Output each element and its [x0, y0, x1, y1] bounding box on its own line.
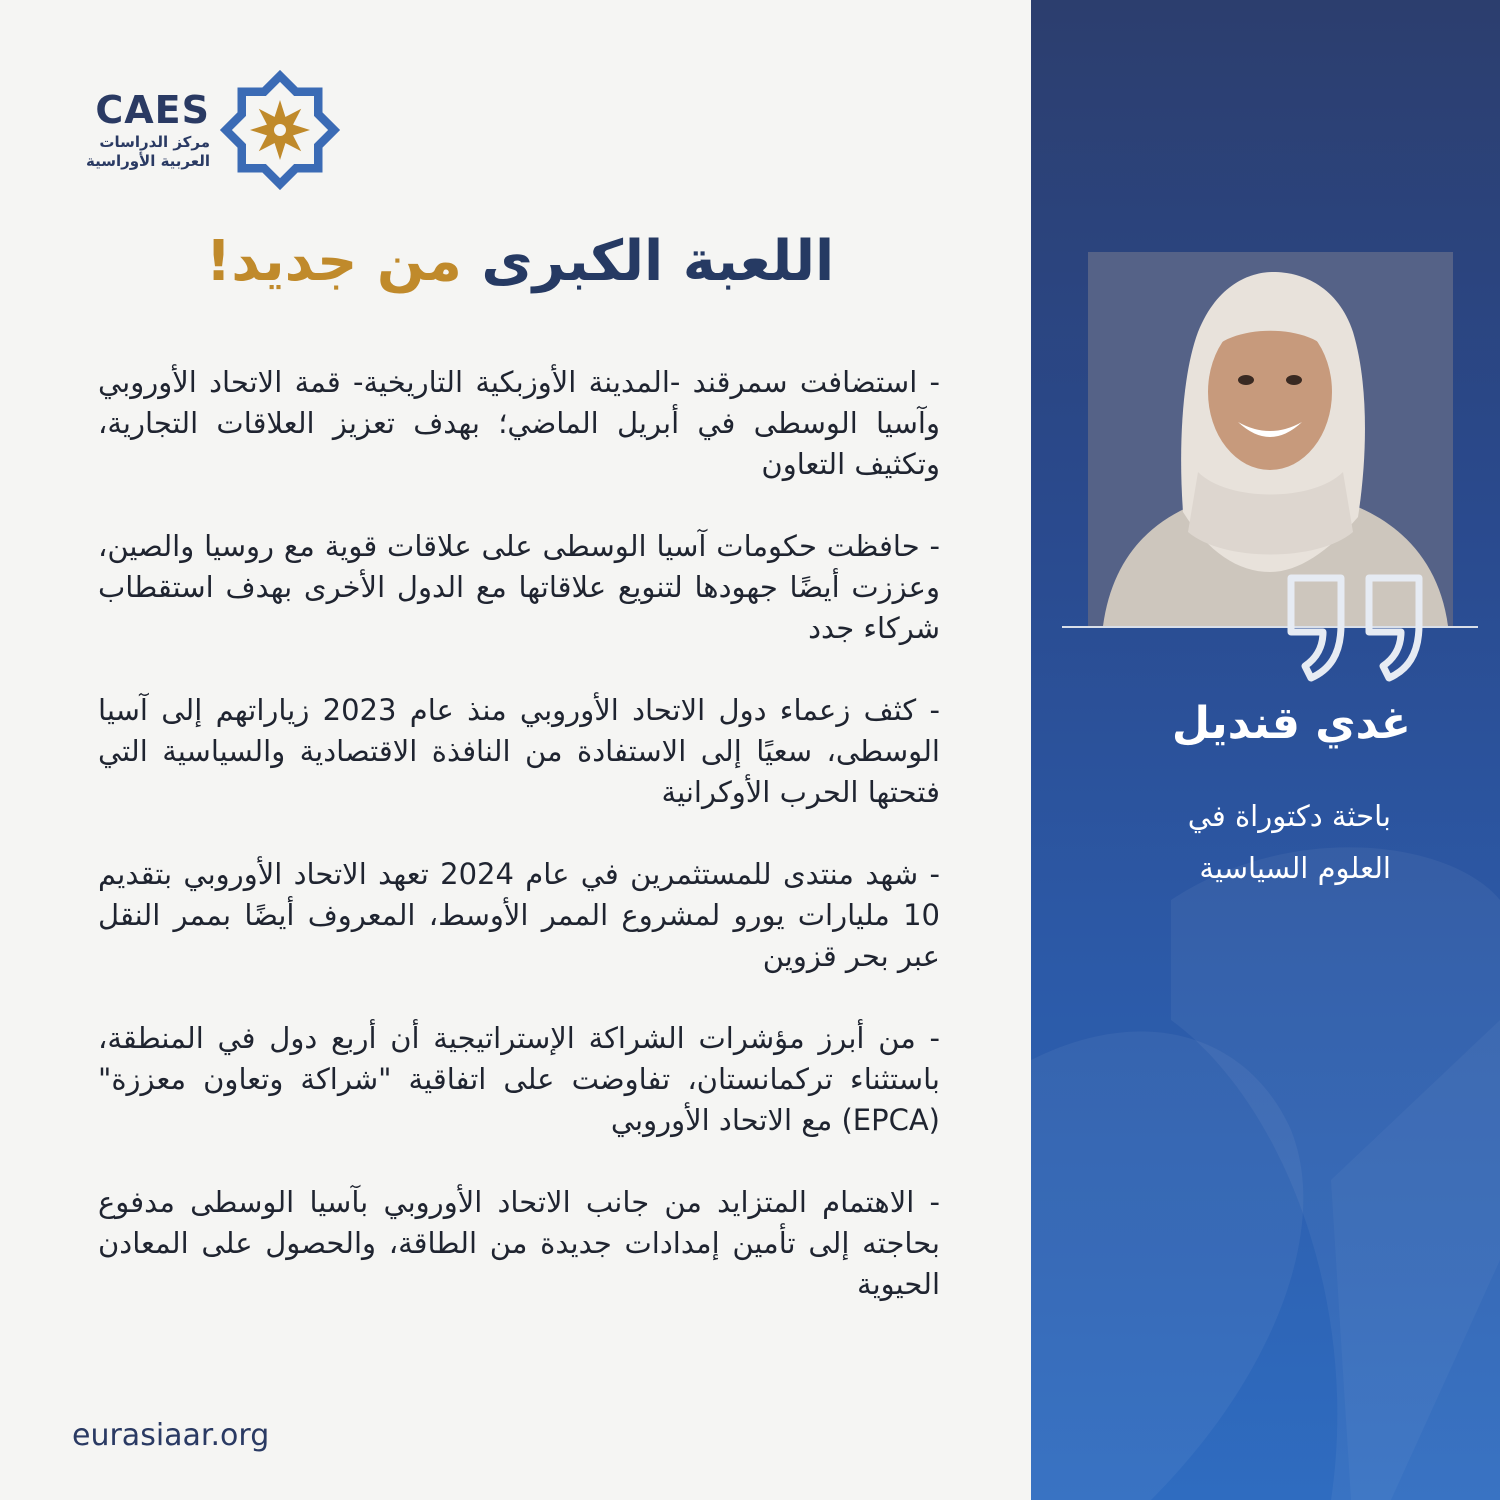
author-role — [1081, 790, 1391, 894]
logo-subtitle-line-1: مركز الدراسات — [99, 133, 210, 151]
bullet-item: - حافظت حكومات آسيا الوسطى على علاقات قوية مع روسيا والصين، وعززت أيضًا جهودها لتنويع علاقاتها مع الدول الأخرى بهدف استقطاب شركاء جدد — [98, 529, 940, 645]
closing-quote-icon — [1281, 570, 1431, 685]
author-panel — [1031, 0, 1500, 1500]
bullet-list — [98, 362, 940, 1346]
background-decoration — [1031, 0, 1500, 1500]
logo-abbreviation: CAES — [95, 88, 210, 132]
bullet-item: - الاهتمام المتزايد من جانب الاتحاد الأوروبي بآسيا الوسطى مدفوع بحاجته إلى تأمين إمدادات جديدة من الطاقة، والحصول على المعادن الحيوية — [98, 1185, 940, 1301]
title-accent: من جديد! — [205, 229, 462, 294]
title-main: اللعبة الكبرى — [481, 229, 835, 294]
caes-logo — [80, 70, 350, 190]
author-role-line-1: باحثة دكتوراة في — [1187, 799, 1391, 833]
author-role-line-2: العلوم السياسية — [1199, 851, 1391, 885]
page-title — [100, 222, 940, 302]
website-link[interactable]: eurasiaar.org — [72, 1418, 270, 1453]
bullet-item: - من أبرز مؤشرات الشراكة الإستراتيجية أن أربع دول في المنطقة، باستثناء تركمانستان، تفاوضت على اتفاقية "شراكة وتعاون معززة" (EPCA) مع الاتحاد الأوروبي — [98, 1021, 940, 1137]
logo-subtitle-line-2: العربية الأوراسية — [85, 152, 210, 170]
bullet-item: - شهد منتدى للمستثمرين في عام 2024 تعهد الاتحاد الأوروبي بتقديم 10 مليارات يورو لمشروع الممر الأوسط، المعروف أيضًا بممر النقل عبر بحر قزوين — [98, 857, 940, 973]
bullet-item: - استضافت سمرقند -المدينة الأوزبكية التاريخية- قمة الاتحاد الأوروبي وآسيا الوسطى في أبريل الماضي؛ بهدف تعزيز العلاقات التجارية، وتكثيف التعاون — [98, 365, 940, 481]
eight-point-star-logo-icon — [220, 70, 340, 190]
author-name: غدي قنديل — [1171, 698, 1411, 749]
bullet-item: - كثف زعماء دول الاتحاد الأوروبي منذ عام 2023 زياراتهم إلى آسيا الوسطى، سعيًا إلى الاستفادة من النافذة الاقتصادية والسياسية التي فتحتها الحرب الأوكرانية — [98, 693, 940, 809]
